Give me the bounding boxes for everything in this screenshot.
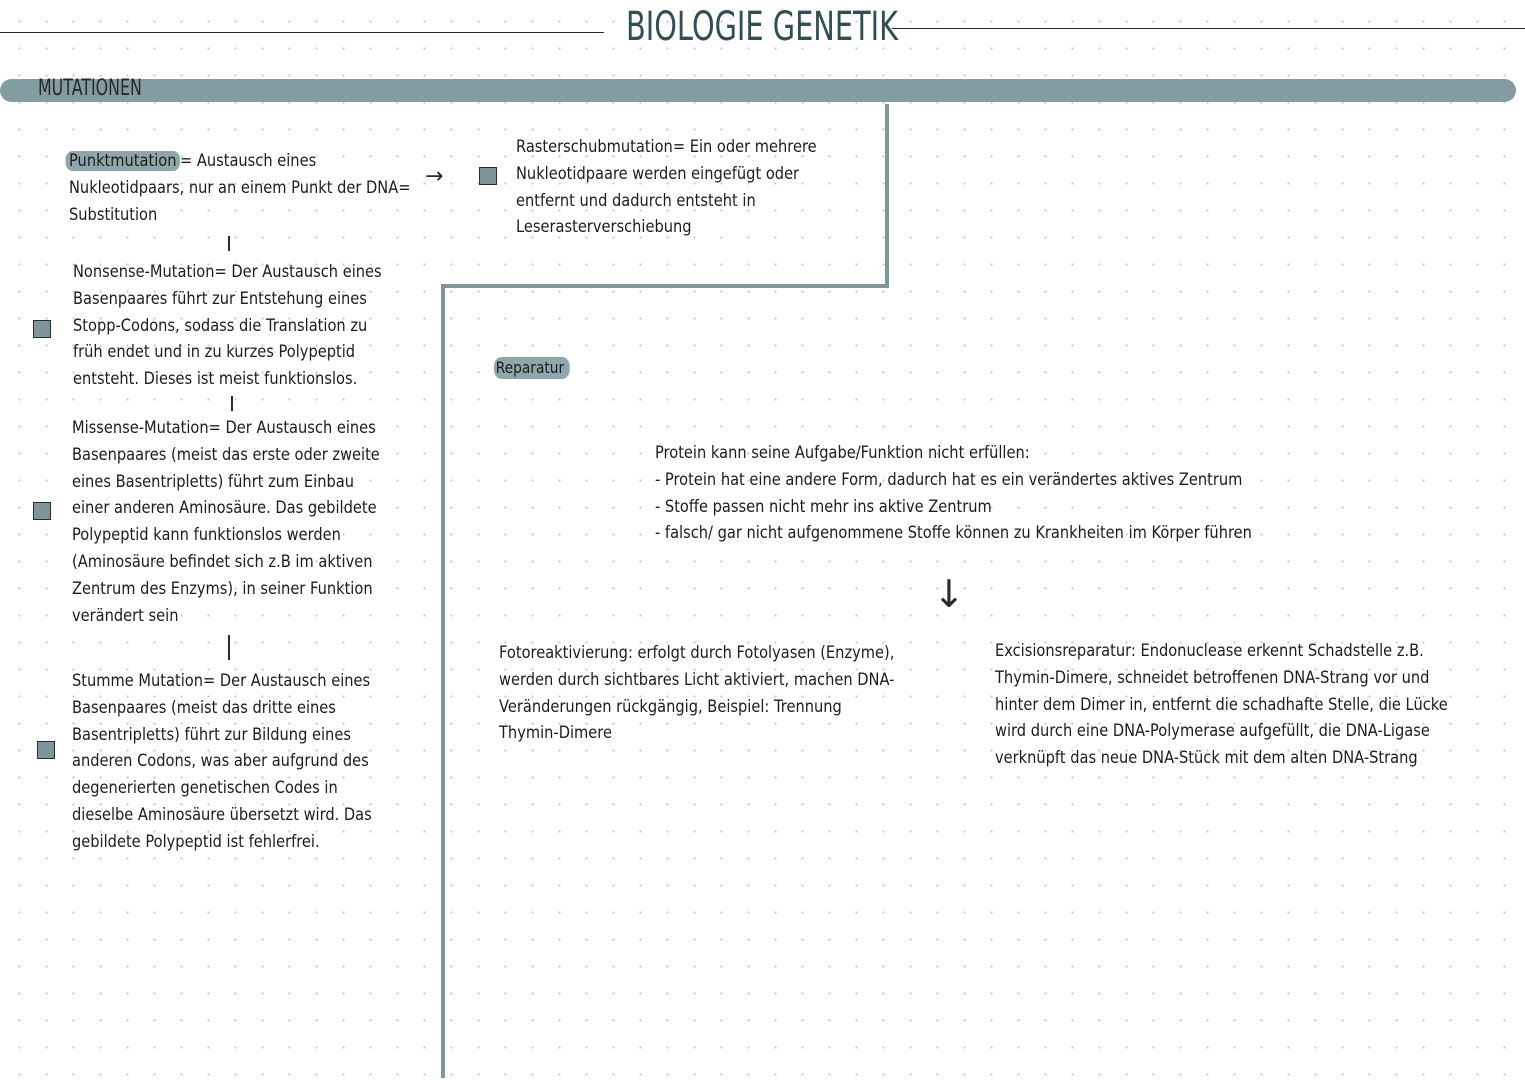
- punktmutation-line-2: Nukleotidpaars, nur an einem Punkt der DNA=: [69, 177, 411, 198]
- effects-block: [655, 440, 1252, 547]
- section-banner: [0, 79, 1516, 102]
- connector-tick: [228, 236, 230, 251]
- missense-checkbox[interactable]: [33, 502, 51, 520]
- foto-line-3: Veränderungen rückgängig, Beispiel: Trennung: [499, 696, 842, 717]
- connector-tick: [228, 635, 230, 660]
- stumme-line-2: Basenpaares (meist das dritte eines: [72, 697, 336, 718]
- stumme-line-6: dieselbe Aminosäure übersetzt wird. Das: [72, 804, 372, 825]
- nonsense-line-5: entsteht. Dieses ist meist funktionslos.: [73, 369, 358, 390]
- nonsense-line-4: früh endet und in zu kurzes Polypeptid: [73, 342, 356, 363]
- section-title: MUTATIONEN: [38, 76, 142, 101]
- title-rule-right: [892, 28, 1525, 29]
- raster-line-1: Rasterschubmutation= Ein oder mehrere: [516, 137, 817, 157]
- nonsense-line-2: Basenpaares führt zur Entstehung eines: [73, 288, 367, 309]
- foto-line-4: Thymin-Dimere: [499, 723, 612, 744]
- punktmutation-label: Punktmutation: [66, 151, 180, 171]
- foto-line-2: werden durch sichtbares Licht aktiviert, machen DNA-: [499, 669, 895, 690]
- raster-checkbox[interactable]: [479, 167, 497, 185]
- stumme-line-4: anderen Codons, was aber aufgrund des: [72, 751, 369, 772]
- divider-vertical-main: [441, 284, 445, 1078]
- effects-line-1: Protein kann seine Aufgabe/Funktion nicht erfüllen:: [655, 443, 1030, 463]
- missense-line-3: eines Basentripletts) führt zum Einbau: [72, 471, 354, 492]
- raster-line-2: Nukleotidpaare werden eingefügt oder: [516, 163, 800, 184]
- missense-line-7: Zentrum des Enzyms), in seiner Funktion: [72, 578, 373, 599]
- missense-line-4: einer anderen Aminosäure. Das gebildete: [72, 498, 377, 519]
- down-arrow-icon: ↓: [933, 572, 965, 616]
- nonsense-line-3: Stopp-Codons, sodass die Translation zu: [73, 315, 368, 336]
- raster-line-4: Leserasterverschiebung: [516, 217, 692, 238]
- excision-line-5: verknüpft das neue DNA-Stück mit dem alten DNA-Strang: [995, 748, 1418, 769]
- stumme-block: [72, 668, 372, 856]
- excision-line-2: Thymin-Dimere, schneidet betroffenen DNA-Strang vor und: [995, 667, 1430, 688]
- raster-line-3: entfernt und dadurch entsteht in: [516, 190, 756, 211]
- missense-block: [72, 415, 380, 629]
- title-rule-left: [0, 32, 604, 33]
- excisionsreparatur-block: [995, 638, 1448, 772]
- raster-block: [516, 134, 817, 241]
- effects-line-2: - Protein hat eine andere Form, dadurch hat es ein verändertes aktives Zentrum: [655, 469, 1243, 490]
- effects-line-3: - Stoffe passen nicht mehr ins aktive Zentrum: [655, 496, 992, 517]
- stumme-checkbox[interactable]: [37, 741, 55, 759]
- page-title: BIOLOGIE GENETIK: [626, 4, 899, 50]
- foto-line-1: Fotoreaktivierung: erfolgt durch Fotolyasen (Enzyme),: [499, 643, 895, 663]
- punktmutation-line-1: Punktmutation = Austausch eines: [69, 148, 410, 175]
- stumme-line-7: gebildete Polypeptid ist fehlerfrei.: [72, 831, 320, 852]
- missense-line-1: Missense-Mutation= Der Austausch eines: [72, 418, 376, 438]
- excision-line-4: wird durch eine DNA-Polymerase aufgefüllt, die DNA-Ligase: [995, 721, 1430, 742]
- divider-horizontal: [441, 284, 889, 288]
- excision-line-3: hinter dem Dimer in, entfernt die schadhafte Stelle, die Lücke: [995, 694, 1448, 715]
- nonsense-block: [73, 259, 382, 393]
- stumme-line-3: Basentripletts) führt zur Bildung eines: [72, 724, 351, 745]
- fotoreaktivierung-block: [499, 640, 894, 747]
- missense-line-5: Polypeptid kann funktionslos werden: [72, 525, 341, 546]
- connector-tick: [231, 396, 233, 411]
- excision-line-1: Excisionsreparatur: Endonuclease erkennt Schadstelle z.B.: [995, 641, 1424, 661]
- missense-line-2: Basenpaares (meist das erste oder zweite: [72, 444, 380, 465]
- missense-line-8: verändert sein: [72, 605, 179, 626]
- divider-vertical-top: [885, 104, 889, 288]
- right-arrow-icon: →: [425, 164, 444, 189]
- punktmutation-line-3: Substitution: [69, 204, 158, 225]
- nonsense-checkbox[interactable]: [33, 320, 51, 338]
- missense-line-6: (Aminosäure befindet sich z.B im aktiven: [72, 551, 373, 572]
- stumme-line-1: Stumme Mutation= Der Austausch eines: [72, 671, 371, 691]
- effects-line-4: - falsch/ gar nicht aufgenommene Stoffe können zu Krankheiten im Körper führen: [655, 523, 1252, 544]
- stumme-line-5: degenerierten genetischen Codes in: [72, 778, 338, 799]
- reparatur-label: Reparatur: [494, 357, 569, 379]
- punktmutation-block: [69, 148, 410, 228]
- nonsense-line-1: Nonsense-Mutation= Der Austausch eines: [73, 262, 382, 282]
